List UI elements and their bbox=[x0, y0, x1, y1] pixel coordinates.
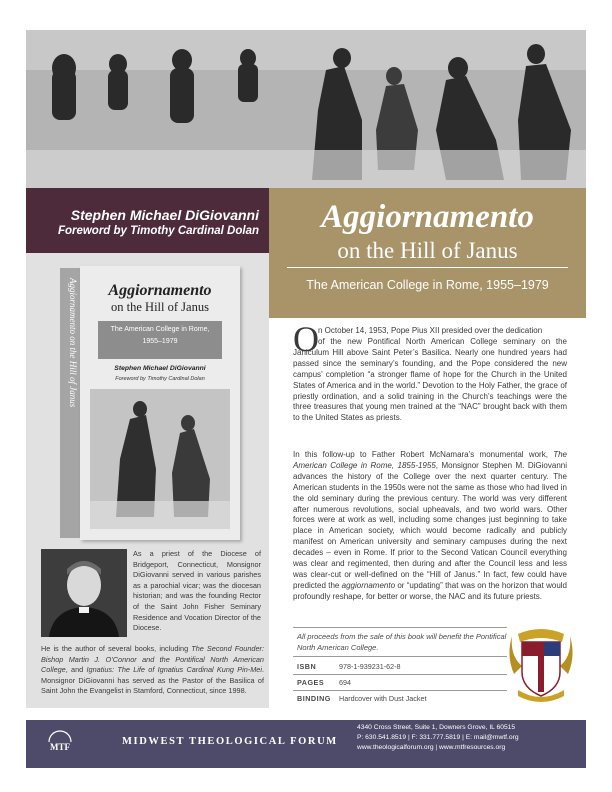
body-paragraph-1-first-line: n October 14, 1953, Pope Pius XII presided over the dedication bbox=[318, 326, 543, 335]
book-cover-tagline: The American College in Rome, bbox=[110, 326, 210, 333]
book-cover-title: Aggiornamento bbox=[108, 282, 212, 299]
publisher-name: MIDWEST THEOLOGICAL FORUM bbox=[122, 736, 338, 747]
cover-photo-seminarians-snow bbox=[26, 30, 586, 188]
proceeds-note: All proceeds from the sale of this book will benefit the Pontifical North American College. bbox=[297, 632, 507, 652]
college-crest-icon bbox=[508, 626, 574, 706]
book-cover-photo bbox=[90, 389, 230, 529]
author-bio-paragraph-2: He is the author of several books, including The Second Founder: Bishop Martin J. O’Connor and the Pontifical North American College, and Ignatius: The Life of Ignatius Cardinal Kung Pin-Mei. Monsignor DiGiovanni has served as the Pastor of the Basilica of Saint John the Evangelist in Stamford, Connecticut, since 1998. bbox=[41, 644, 264, 696]
author-band bbox=[26, 188, 269, 253]
author-name: Stephen Michael DiGiovanni bbox=[70, 207, 259, 223]
svg-text:MTF: MTF bbox=[50, 742, 70, 752]
binding-value: Hardcover with Dust Jacket bbox=[339, 694, 427, 703]
proceeds-rule-bottom bbox=[293, 656, 507, 657]
author-portrait bbox=[41, 549, 127, 637]
book-cover-foreword: Foreword by Timothy Cardinal Dolan bbox=[115, 376, 205, 382]
meta-rule-2 bbox=[293, 690, 507, 691]
book-cover bbox=[80, 266, 240, 540]
publisher-phones[interactable]: P: 630.541.8519 | F: 331.777.5819 | E: mail@mwtf.org bbox=[357, 733, 519, 741]
author-bio-paragraph-1: As a priest of the Diocese of Bridgeport, Connecticut, Monsignor DiGiovanni served in various parishes as a parochial vicar; was the diocesan historian; and was the founding Rector of the Saint John Fisher Seminary Residence and Vocation Director of the Diocese. bbox=[133, 549, 261, 633]
book-spine bbox=[60, 268, 80, 538]
publisher-footer bbox=[26, 720, 586, 768]
isbn-label: ISBN bbox=[297, 662, 317, 671]
book-tagline: The American College in Rome, 1955–1979 bbox=[306, 278, 549, 292]
meta-rule-1 bbox=[293, 674, 507, 675]
pages-label: PAGES bbox=[297, 678, 325, 687]
book-cover-subtitle: on the Hill of Janus bbox=[111, 300, 209, 314]
book-subtitle: on the Hill of Janus bbox=[337, 238, 518, 263]
book-cover-years: 1955–1979 bbox=[142, 338, 178, 345]
publisher-websites[interactable]: www.theologicalforum.org | www.mtfresources.org bbox=[357, 743, 506, 751]
mtf-logo-icon bbox=[46, 728, 74, 758]
title-band bbox=[269, 188, 586, 318]
foreword-credit: Foreword by Timothy Cardinal Dolan bbox=[57, 225, 259, 237]
publisher-address: 4340 Cross Street, Suite 1, Downers Grove, IL 60515 bbox=[357, 724, 516, 731]
book-title: Aggiornamento bbox=[321, 199, 534, 235]
body-paragraph-2: In this follow-up to Father Robert McNamara’s monumental work, The American College in Rome, 1855-1955, Monsignor Stephen M. DiGiovanni advances the history of the College over the next quarter century. The American students in the 1950s were not the same as those who had lived in the old seminary during the previous century. The world was very different after numerous revolutions, social upheavals, and two world wars. Other forces were at work as well, including some changes just beginning to take place in American society, which would become radically and publicly manifest on American university and seminary campuses during the next decades – even in Rome. If prior to the Second Vatican Council everything was clear and regimented, then during and after the Council less and less was clear-cut or well-defined on the “Hill of Janus.” In fact, few could have predicted the aggiornamento or “updating” that was on the horizon that would profoundly reshape, for better or worse, the NAC and its future priests. bbox=[293, 450, 568, 601]
isbn-value: 978-1-939231-62-8 bbox=[339, 662, 401, 671]
book-mockup bbox=[60, 266, 240, 540]
body-paragraph-1-text: of the new Pontifical North American College seminary on the Janiculum Hill above Saint Peter’s Basilica. Nearly one hundred years had passed since the seminary’s founding, and the Pope considered the new campus’ completion “a stronger flame of hope for the Church in the United States of America and in the world.” Devotion to the Holy Father, the grace of priestly ordination, and a solid training in the Church’s teachings were the three treasures that young men trained at the “NAC” brought back with them to the United States as priests. bbox=[293, 337, 567, 423]
drop-cap: O bbox=[293, 319, 319, 359]
binding-label: BINDING bbox=[297, 694, 331, 703]
publisher-contact bbox=[357, 723, 519, 752]
proceeds-rule-top bbox=[293, 627, 507, 628]
book-spine-title: Aggiornamento on the Hill of Janus bbox=[68, 278, 78, 408]
pages-value: 694 bbox=[339, 678, 351, 687]
title-divider bbox=[287, 267, 568, 268]
book-cover-author: Stephen Michael DiGiovanni bbox=[114, 365, 206, 372]
